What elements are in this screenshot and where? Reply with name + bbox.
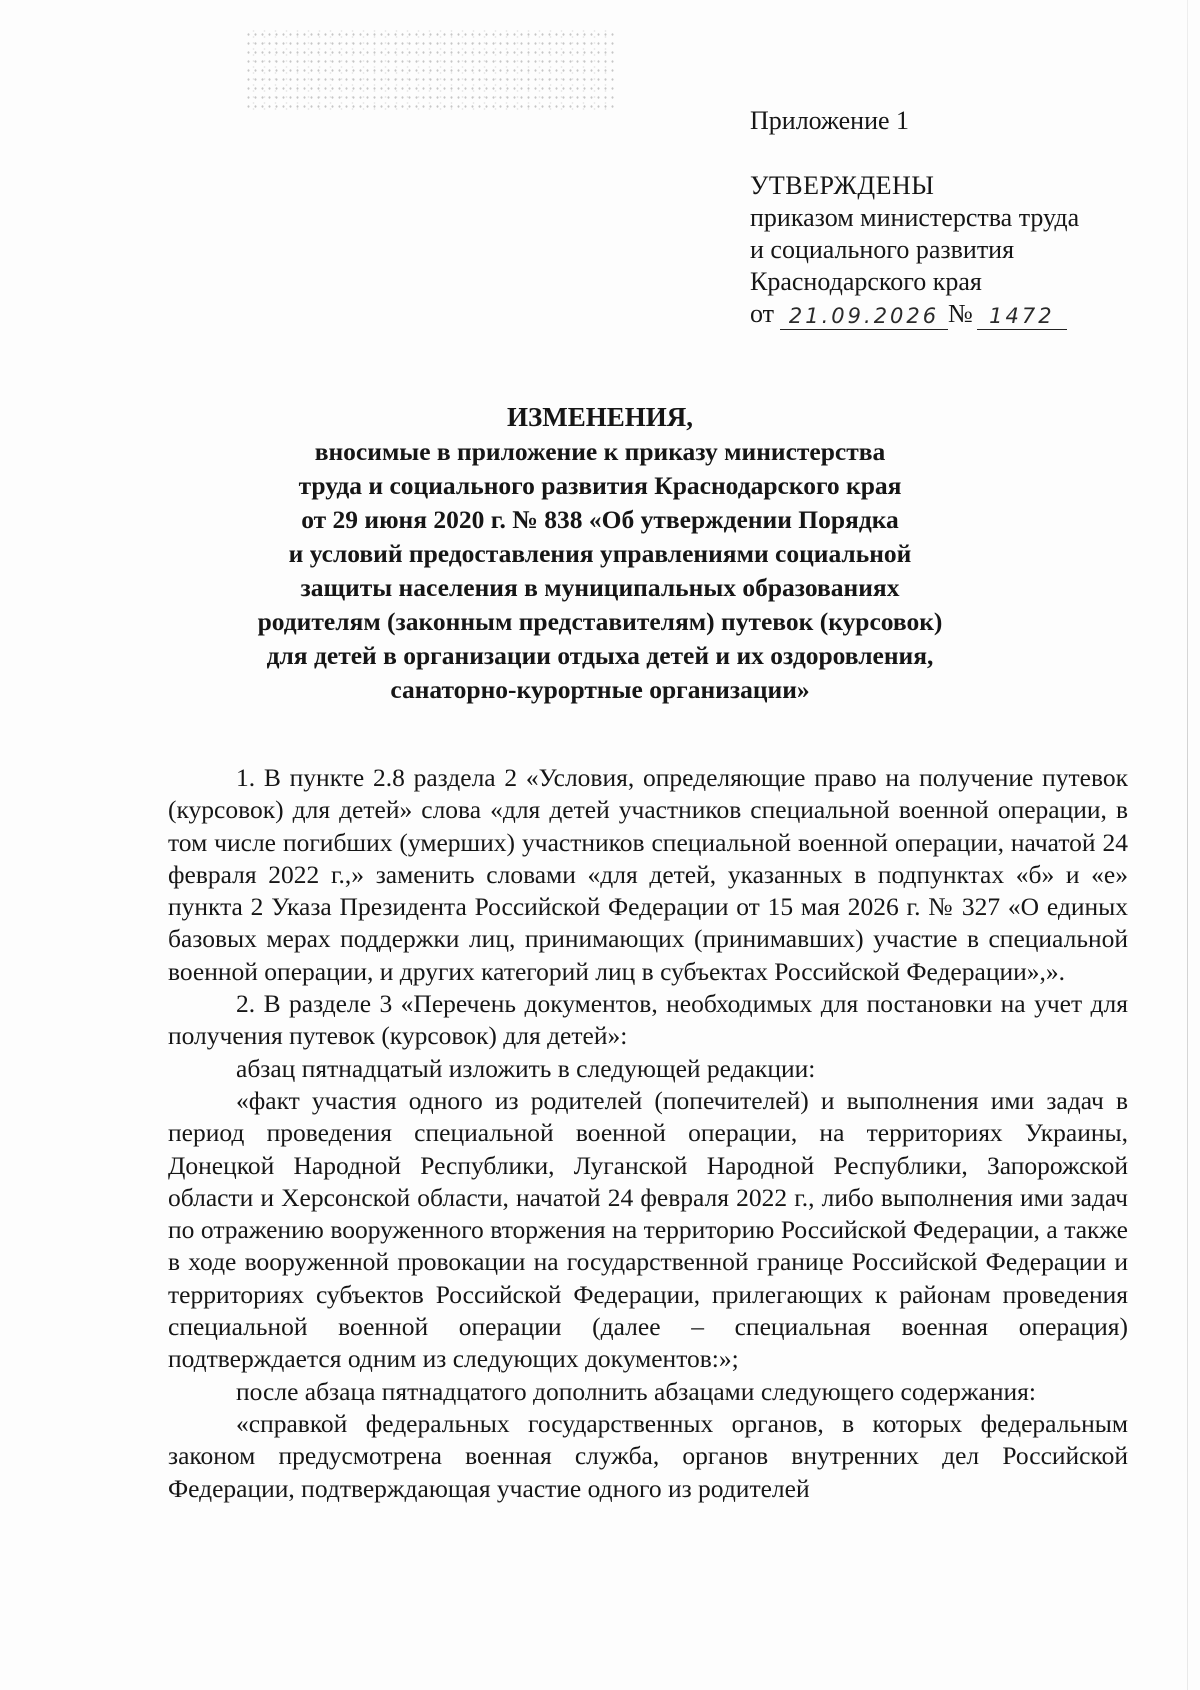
number-prefix: № bbox=[948, 299, 973, 328]
title-line-1: вносимые в приложение к приказу министерства bbox=[314, 437, 886, 466]
date-prefix: от bbox=[750, 299, 775, 328]
approved-label: УТВЕРЖДЕНЫ bbox=[750, 171, 935, 200]
title-line-7: для детей в организации отдыха детей и их оздоровления, bbox=[266, 641, 934, 670]
paragraph-3: абзац пятнадцатый изложить в следующей редакции: bbox=[236, 1053, 816, 1083]
handwritten-number: 1472 bbox=[977, 304, 1067, 330]
appendix-label: Приложение 1 bbox=[750, 106, 910, 135]
title-line-8: санаторно-курортные организации» bbox=[390, 675, 810, 704]
approval-line-1: приказом министерства труда bbox=[750, 203, 1080, 232]
title-line-4: и условий предоставления управлениями социальной bbox=[288, 539, 912, 568]
order-date-line bbox=[750, 298, 1079, 330]
paragraph-1: 1. В пункте 2.8 раздела 2 «Условия, определяющие право на получение путевок (курсовок) для детей» слова «для детей участников специальной военной операции, в том числе погибших (умерших) участников специальной военной операции, начатой 24 февраля 2022 г.,» заменить словами «для детей, указанных в подпунктах «б» и «е» пункта 2 Указа Президента Российской Федерации от 15 мая 2026 г. № 327 «О единых базовых мерах поддержки лиц, принимающих (принимавших) участие в специальной военной операции, и других категорий лиц в субъектах Российской Федерации»,». bbox=[168, 763, 1128, 986]
approval-line-3: Краснодарского края bbox=[750, 267, 982, 296]
paragraph-2: 2. В разделе 3 «Перечень документов, необходимых для постановки на учет для получения путевок (курсовок) для детей»: bbox=[168, 989, 1128, 1051]
title-line-3: от 29 июня 2020 г. № 838 «Об утверждении Порядка bbox=[301, 505, 899, 534]
title-line-5: защиты населения в муниципальных образованиях bbox=[300, 573, 900, 602]
handwritten-date: 21.09.2026 bbox=[780, 304, 948, 330]
scan-noise bbox=[245, 30, 615, 110]
approval-block bbox=[750, 105, 1079, 330]
paragraph-4: «факт участия одного из родителей (попечителей) и выполнения ими задач в период проведения специальной военной операции, на территориях Украины, Донецкой Народной Республики, Луганской Народной Республики, Запорожской области и Херсонской области, начатой 24 февраля 2022 г., либо выполнения ими задач по отражению вооруженного вторжения на территорию Российской Федерации, а также в ходе вооруженной провокации на государственной границе Российской Федерации и территориях субъектов Российской Федерации, прилегающих к районам проведения специальной военной операции (далее – специальная военная операция) подтверждается одним из следующих документов:»; bbox=[168, 1085, 1128, 1374]
scan-edge bbox=[1187, 0, 1188, 1690]
title-line-2: труда и социального развития Краснодарского края bbox=[298, 471, 902, 500]
paragraph-5: после абзаца пятнадцатого дополнить абзацами следующего содержания: bbox=[236, 1376, 1036, 1406]
document-title bbox=[150, 400, 1050, 707]
title-line-6: родителям (законным представителям) путевок (курсовок) bbox=[257, 607, 943, 636]
title-main: ИЗМЕНЕНИЯ, bbox=[506, 402, 693, 432]
paragraph-6: «справкой федеральных государственных органов, в которых федеральным законом предусмотрена военная служба, органов внутренних дел Российской Федерации, подтверждающая участие одного из родителей bbox=[168, 1408, 1128, 1503]
document-body bbox=[168, 762, 1128, 1505]
approval-line-2: и социального развития bbox=[750, 235, 1015, 264]
